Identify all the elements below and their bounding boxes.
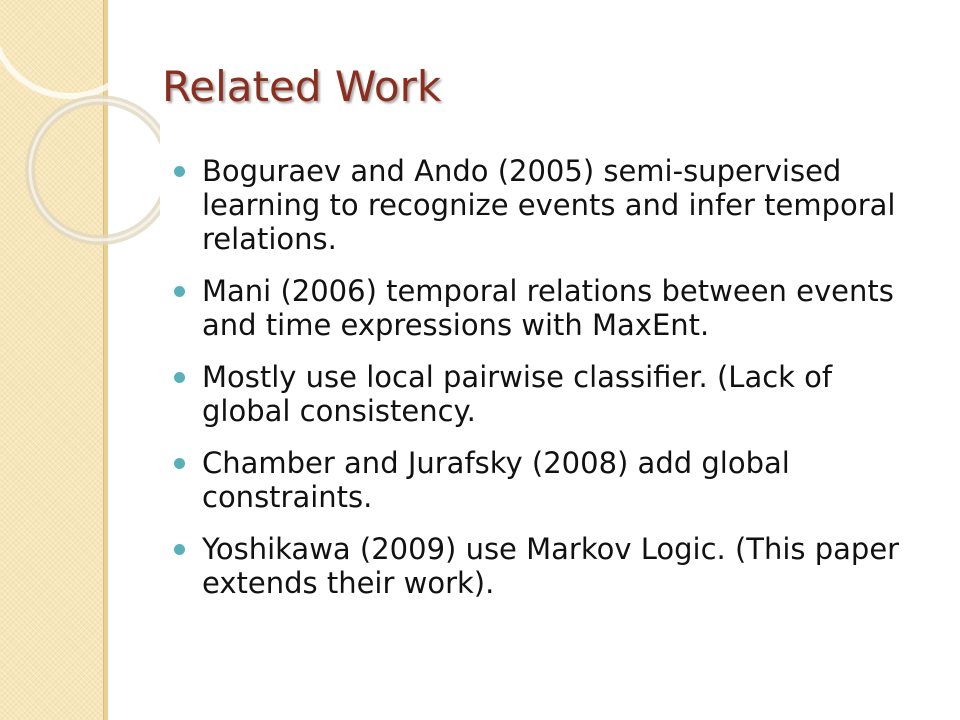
bullet-list xyxy=(170,154,910,618)
bullet-text: Mostly use local pairwise classifier. (Lack of global consistency. xyxy=(202,360,833,428)
bullet-item xyxy=(170,274,910,342)
bullet-text: Yoshikawa (2009) use Markov Logic. (This paper extends their work). xyxy=(202,532,900,600)
bullet-item xyxy=(170,154,910,256)
slide-title: Related Work xyxy=(162,62,442,111)
bullet-item xyxy=(170,360,910,428)
bullet-marker-icon xyxy=(174,372,185,383)
bullet-marker-icon xyxy=(174,458,185,469)
bullet-text: Boguraev and Ando (2005) semi-supervised learning to recognize events and infer temporal relations. xyxy=(202,154,896,256)
side-panel xyxy=(0,0,103,720)
bullet-item xyxy=(170,532,910,600)
side-panel-border xyxy=(103,0,108,720)
bullet-text: Mani (2006) temporal relations between events and time expressions with MaxEnt. xyxy=(202,274,894,342)
bullet-item xyxy=(170,446,910,514)
bullet-text: Chamber and Jurafsky (2008) add global constraints. xyxy=(202,446,790,514)
bullet-marker-icon xyxy=(174,166,185,177)
bullet-marker-icon xyxy=(174,286,185,297)
bullet-marker-icon xyxy=(174,544,185,555)
